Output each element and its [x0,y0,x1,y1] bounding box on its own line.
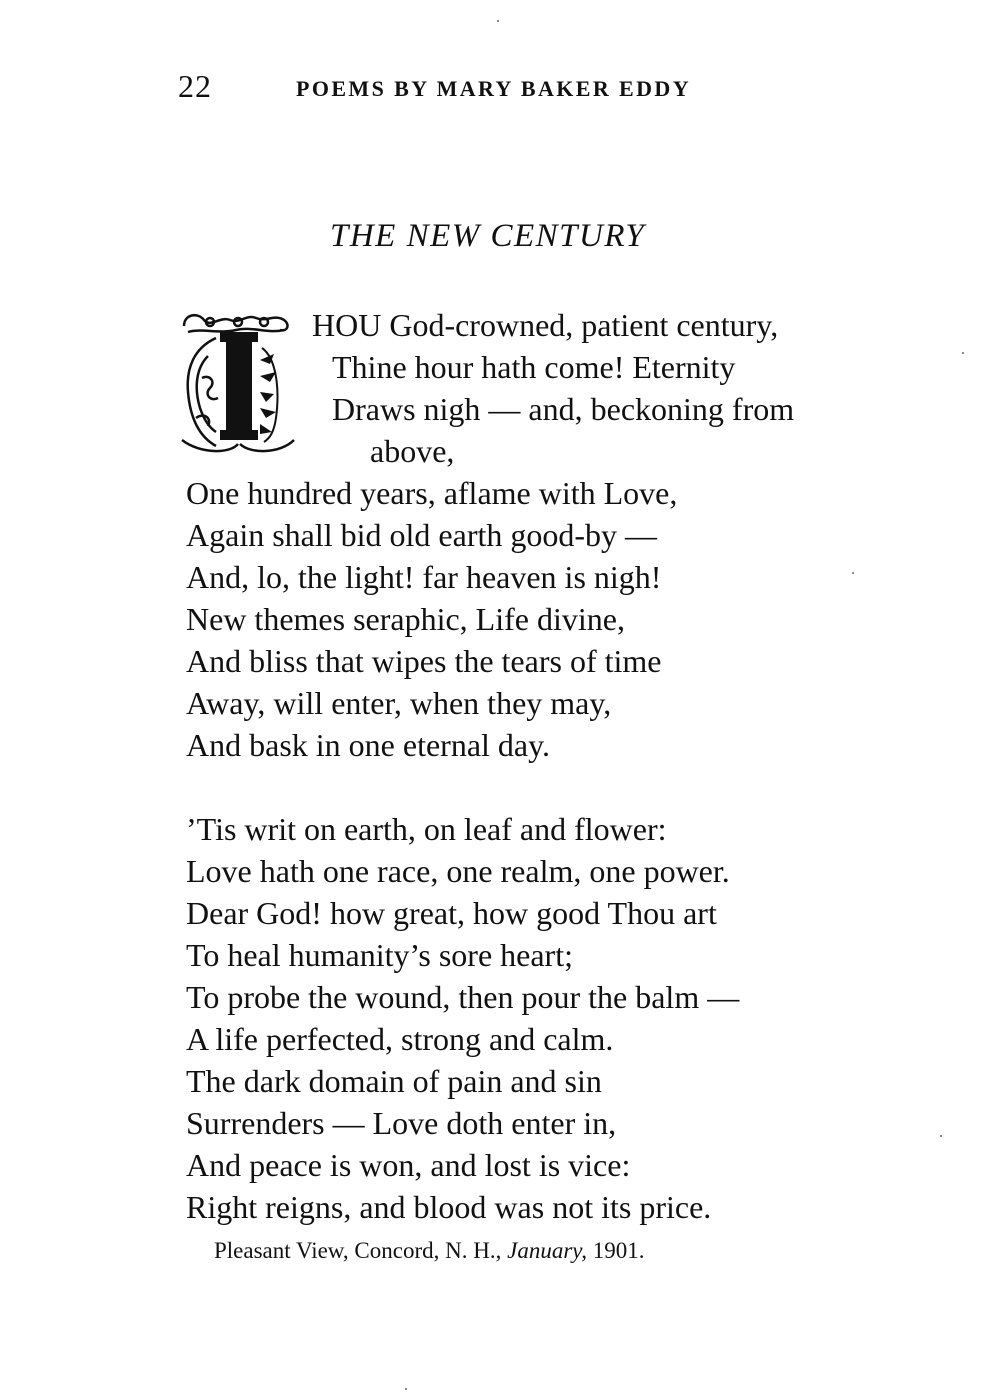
colophon-place: Pleasant View, Concord, N. H., [214,1238,508,1263]
poem-line: To probe the wound, then pour the balm — [186,979,740,1015]
page-number: 22 [178,68,212,104]
poem-line: Right reigns, and blood was not its price. [186,1189,712,1225]
poem-line: Love hath one race, one realm, one power. [186,853,730,889]
poem-line: Draws nigh — and, beckoning from [332,391,795,427]
poem-line: Surrenders — Love doth enter in, [186,1105,617,1141]
scan-speck [405,1388,407,1390]
poem-line: Dear God! how great, how good Thou art [186,895,717,931]
scan-speck [940,1135,942,1137]
running-title: POEMS BY MARY BAKER EDDY [296,76,691,101]
colophon [214,1238,644,1264]
poem-line: above, [370,433,455,469]
poem-line: Away, will enter, when they may, [186,685,612,721]
poem-line: HOU God-crowned, patient century, [312,307,779,343]
poem-line: A life perfected, strong and calm. [186,1021,614,1057]
poem-line: The dark domain of pain and sin [186,1063,602,1099]
poem-line: And bliss that wipes the tears of time [186,643,662,679]
poem-line: And peace is won, and lost is vice: [186,1147,631,1183]
poem-line: One hundred years, aflame with Love, [186,475,678,511]
poem-title: THE NEW CENTURY [330,218,646,254]
poem-line: New themes seraphic, Life divine, [186,601,625,637]
poem-line: ’Tis writ on earth, on leaf and flower: [186,811,667,847]
colophon-month: January, [507,1238,587,1263]
poem-line: To heal humanity’s sore heart; [186,937,573,973]
poem-line: Again shall bid old earth good-by — [186,517,658,553]
colophon-year: 1901. [586,1238,645,1263]
ornamental-drop-cap [180,308,296,458]
scan-speck [497,20,499,22]
poem-line: Thine hour hath come! Eternity [332,349,736,385]
scan-speck [962,352,964,354]
scan-speck [852,572,854,574]
running-head [178,68,818,108]
poem-line: And bask in one eternal day. [186,727,551,763]
poem-line: And, lo, the light! far heaven is nigh! [186,559,662,595]
